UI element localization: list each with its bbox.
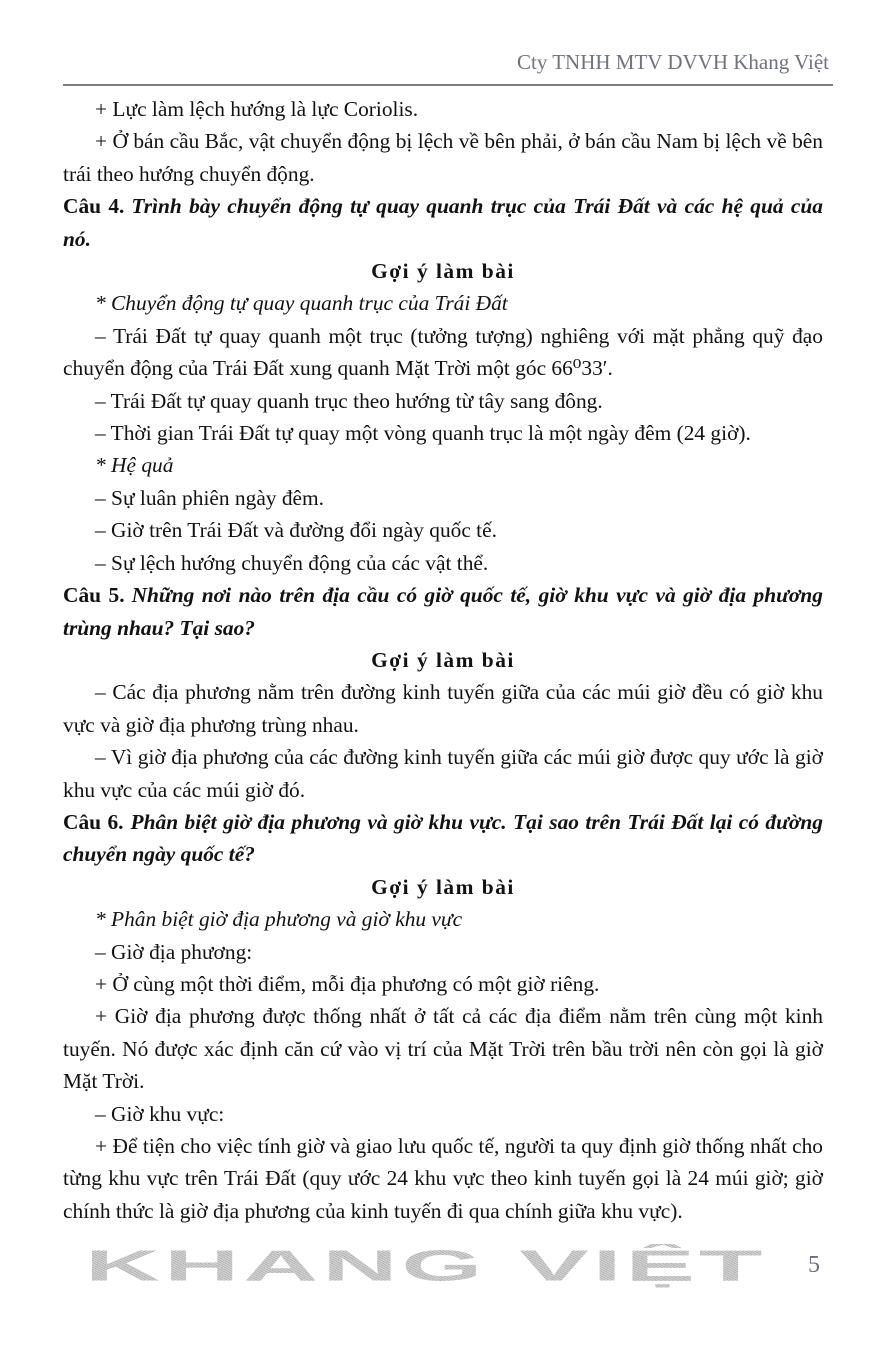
hint-heading: Gợi ý làm bài <box>371 874 515 899</box>
bullet-paragraph: + Lực làm lệch hướng là lực Coriolis. <box>95 97 419 121</box>
question-text: Những nơi nào trên địa cầu có giờ quốc tế, giờ khu vực và giờ địa phương trùng nhau? Tại sao? <box>63 583 823 640</box>
subheading-paragraph: * Chuyển động tự quay quanh trục của Trái Đất <box>95 291 508 316</box>
publisher-watermark: KHANG VIỆT <box>85 1241 767 1291</box>
bullet-paragraph: – Trái Đất tự quay quanh trục theo hướng từ tây sang đông. <box>95 388 603 413</box>
bullet-paragraph: – Sự lệch hướng chuyển động của các vật thể. <box>95 550 489 575</box>
bullet-paragraph: + Ở bán cầu Bắc, vật chuyển động bị lệch về bên phải, ở bán cầu Nam bị lệch về bên trái theo hướng chuyển động. <box>63 129 823 186</box>
bullet-paragraph: – Giờ trên Trái Đất và đường đổi ngày quốc tế. <box>95 518 497 543</box>
page-header <box>63 50 829 75</box>
bullet-paragraph: – Giờ khu vực: <box>95 1101 225 1126</box>
bullet-paragraph: – Vì giờ địa phương của các đường kinh tuyến giữa các múi giờ được quy ước là giờ khu vực của các múi giờ đó. <box>63 745 823 802</box>
bullet-paragraph: – Các địa phương nằm trên đường kinh tuyến giữa của các múi giờ đều có giờ khu vực và giờ địa phương trùng nhau. <box>63 680 823 737</box>
bullet-paragraph: – Trái Đất tự quay quanh một trục (tưởng tượng) nghiêng với mặt phẳng quỹ đạo chuyển động của Trái Đất xung quanh Mặt Trời một góc 66⁰33′. <box>63 323 823 381</box>
bullet-paragraph: + Ở cùng một thời điểm, mỗi địa phương có một giờ riêng. <box>95 971 600 996</box>
bullet-paragraph: – Sự luân phiên ngày đêm. <box>95 485 325 510</box>
question-heading <box>63 190 823 255</box>
hint-heading: Gợi ý làm bài <box>371 259 515 284</box>
header-divider <box>63 84 833 86</box>
bullet-paragraph: – Thời gian Trái Đất tự quay một vòng quanh trục là một ngày đêm (24 giờ). <box>95 421 751 446</box>
document-body <box>63 93 823 1227</box>
bullet-paragraph: + Giờ địa phương được thống nhất ở tất cả các địa điểm nằm trên cùng một kinh tuyến. Nó được xác định căn cứ vào vị trí của Mặt Trời trên bầu trời nên còn gọi là giờ Mặt Trời. <box>63 1004 823 1094</box>
question-heading <box>63 806 823 871</box>
bullet-paragraph: + Để tiện cho việc tính giờ và giao lưu quốc tế, người ta quy định giờ thống nhất cho từng khu vực trên Trái Đất (quy ước 24 khu vực theo kinh tuyến gọi là 24 múi giờ; giờ chính thức là giờ địa phương của kinh tuyến đi qua chính giữa khu vực). <box>63 1134 823 1223</box>
question-label: Câu 4. <box>63 194 125 219</box>
question-label: Câu 5. <box>63 583 125 608</box>
question-heading <box>63 579 823 644</box>
bullet-paragraph: – Giờ địa phương: <box>95 939 253 964</box>
page-number: 5 <box>808 1252 820 1278</box>
question-text: Phân biệt giờ địa phương và giờ khu vực. Tại sao trên Trái Đất lại có đường chuyển ngày quốc tế? <box>63 809 823 867</box>
subheading-paragraph: * Hệ quả <box>95 453 174 478</box>
question-label: Câu 6. <box>63 809 124 834</box>
header-company-name: Cty TNHH MTV DVVH Khang Việt <box>517 50 829 74</box>
hint-heading: Gợi ý làm bài <box>371 647 515 672</box>
question-text: Trình bày chuyển động tự quay quanh trục của Trái Đất và các hệ quả của nó. <box>63 194 823 251</box>
subheading-paragraph: * Phân biệt giờ địa phương và giờ khu vực <box>95 907 463 932</box>
